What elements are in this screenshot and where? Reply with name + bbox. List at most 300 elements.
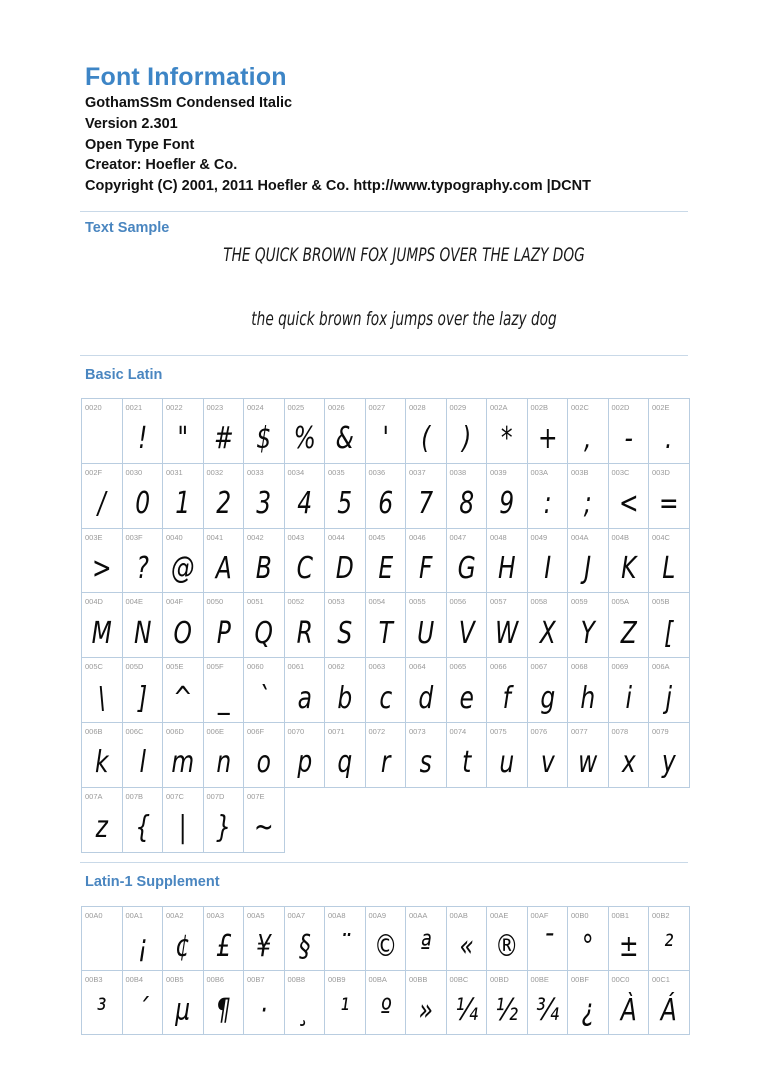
glyph: , bbox=[584, 421, 592, 457]
glyph-cell bbox=[285, 907, 326, 971]
codepoint-label: 0048 bbox=[490, 532, 507, 542]
codepoint-label: 0065 bbox=[449, 662, 467, 672]
codepoint-label: 005C bbox=[85, 662, 103, 672]
glyph: / bbox=[97, 486, 106, 522]
glyph-cell bbox=[528, 593, 569, 658]
codepoint-label: 0045 bbox=[368, 532, 386, 542]
glyph: M bbox=[91, 615, 112, 651]
glyph: + bbox=[537, 421, 558, 457]
codepoint-label: 004B bbox=[611, 532, 630, 542]
codepoint-label: 0079 bbox=[652, 726, 669, 736]
font-name: GothamSSm Condensed Italic bbox=[85, 95, 293, 111]
codepoint-label: 00B7 bbox=[247, 975, 265, 984]
glyph-cell bbox=[163, 399, 204, 464]
glyph-cell bbox=[244, 593, 285, 658]
codepoint-label: 0046 bbox=[409, 532, 426, 542]
glyph: [ bbox=[664, 615, 674, 651]
glyph: ` bbox=[257, 680, 270, 716]
glyph: ½ bbox=[495, 993, 519, 1028]
codepoint-label: 00A1 bbox=[125, 911, 144, 920]
glyph-cell bbox=[649, 723, 690, 788]
glyph-cell bbox=[244, 529, 285, 594]
codepoint-label: 002D bbox=[611, 403, 630, 412]
glyph-cell bbox=[123, 399, 164, 464]
codepoint-label: 004A bbox=[571, 532, 589, 542]
glyph: - bbox=[624, 421, 633, 457]
glyph: $ bbox=[256, 421, 272, 457]
glyph-cell bbox=[163, 593, 204, 658]
glyph-cell bbox=[609, 907, 650, 971]
codepoint-label: 0056 bbox=[449, 597, 467, 607]
glyph: I bbox=[543, 550, 551, 586]
glyph-cell bbox=[285, 658, 326, 723]
codepoint-label: 0025 bbox=[287, 403, 305, 412]
section-heading-latin1: Latin-1 Supplement bbox=[85, 874, 220, 890]
glyph: 6 bbox=[377, 486, 393, 522]
glyph: U bbox=[417, 615, 435, 651]
glyph: c bbox=[378, 680, 392, 716]
glyph-cell bbox=[609, 593, 650, 658]
divider bbox=[80, 355, 688, 356]
glyph-cell bbox=[406, 529, 447, 594]
glyph-cell bbox=[123, 723, 164, 788]
glyph: \ bbox=[97, 680, 106, 716]
codepoint-label: 0068 bbox=[571, 662, 588, 672]
glyph-cell bbox=[204, 464, 245, 529]
glyph: C bbox=[296, 550, 313, 586]
glyph: v bbox=[540, 745, 555, 781]
glyph-cell bbox=[406, 593, 447, 658]
glyph: z bbox=[95, 810, 108, 846]
glyph-cell bbox=[325, 658, 366, 723]
codepoint-label: 00B4 bbox=[125, 975, 144, 984]
codepoint-label: 00A7 bbox=[287, 911, 306, 920]
codepoint-label: 00C1 bbox=[652, 975, 670, 984]
codepoint-label: 002C bbox=[571, 403, 589, 412]
glyph-cell bbox=[244, 971, 285, 1035]
glyph: : bbox=[543, 486, 552, 522]
codepoint-label: 003C bbox=[611, 467, 630, 477]
glyph-cell bbox=[366, 723, 407, 788]
glyph-cell bbox=[366, 399, 407, 464]
codepoint-label: 0063 bbox=[368, 662, 386, 672]
glyph-cell bbox=[447, 907, 488, 971]
codepoint-label: 007D bbox=[206, 791, 225, 801]
glyph-cell bbox=[123, 593, 164, 658]
codepoint-label: 0051 bbox=[247, 597, 264, 607]
glyph-cell bbox=[528, 723, 569, 788]
glyph: s bbox=[419, 745, 432, 781]
glyph: u bbox=[499, 745, 515, 781]
glyph: 0 bbox=[134, 486, 150, 522]
glyph: h bbox=[580, 680, 596, 716]
glyph-cell bbox=[366, 907, 407, 971]
glyph-cell bbox=[406, 658, 447, 723]
glyph-cell bbox=[649, 464, 690, 529]
codepoint-label: 003E bbox=[85, 532, 103, 542]
codepoint-label: 0060 bbox=[247, 662, 264, 672]
glyph-cell bbox=[528, 971, 569, 1035]
glyph-cell bbox=[447, 399, 488, 464]
glyph: ² bbox=[664, 929, 674, 964]
codepoint-label: 00BB bbox=[409, 975, 428, 984]
glyph: } bbox=[215, 810, 231, 846]
codepoint-label: 004E bbox=[125, 597, 144, 607]
glyph-cell bbox=[82, 971, 123, 1035]
section-heading-text-sample: Text Sample bbox=[85, 220, 170, 236]
glyph: ° bbox=[581, 929, 594, 964]
glyph: A bbox=[215, 550, 232, 586]
glyph-cell bbox=[649, 658, 690, 723]
codepoint-label: 00AE bbox=[490, 911, 509, 920]
glyph-cell bbox=[204, 593, 245, 658]
codepoint-label: 003F bbox=[125, 532, 143, 542]
glyph: T bbox=[378, 615, 393, 651]
glyph-cell bbox=[528, 658, 569, 723]
glyph-cell bbox=[82, 529, 123, 594]
glyph: ª bbox=[420, 929, 432, 964]
glyph-cell bbox=[325, 907, 366, 971]
codepoint-label: 003D bbox=[652, 467, 670, 477]
glyph-cell bbox=[406, 399, 447, 464]
codepoint-label: 0058 bbox=[530, 597, 548, 607]
glyph-cell bbox=[163, 907, 204, 971]
codepoint-label: 006B bbox=[85, 726, 103, 736]
glyph: = bbox=[658, 486, 679, 522]
glyph-cell bbox=[244, 723, 285, 788]
codepoint-label: 0041 bbox=[206, 532, 224, 542]
glyph: ( bbox=[421, 421, 431, 457]
codepoint-label: 00AA bbox=[409, 911, 428, 920]
codepoint-label: 0026 bbox=[328, 403, 345, 412]
glyph: G bbox=[457, 550, 476, 586]
glyph-cell bbox=[204, 658, 245, 723]
glyph-cell bbox=[325, 399, 366, 464]
codepoint-label: 0038 bbox=[449, 467, 467, 477]
codepoint-label: 0049 bbox=[530, 532, 548, 542]
glyph: k bbox=[94, 745, 109, 781]
glyph: * bbox=[500, 421, 513, 457]
glyph: | bbox=[178, 810, 187, 846]
codepoint-label: 0022 bbox=[166, 403, 183, 412]
glyph-cell bbox=[123, 658, 164, 723]
glyph-cell bbox=[609, 529, 650, 594]
glyph: ® bbox=[495, 929, 519, 964]
divider bbox=[80, 862, 688, 863]
codepoint-label: 0077 bbox=[571, 726, 588, 736]
glyph: ¡ bbox=[137, 929, 147, 964]
glyph-cell bbox=[163, 788, 204, 853]
codepoint-label: 0052 bbox=[287, 597, 305, 607]
glyph: R bbox=[296, 615, 313, 651]
glyph-cell bbox=[406, 464, 447, 529]
glyph-cell bbox=[406, 907, 447, 971]
codepoint-label: 00A5 bbox=[247, 911, 265, 920]
glyph: r bbox=[380, 745, 391, 781]
glyph-cell bbox=[325, 593, 366, 658]
glyph bbox=[86, 927, 117, 966]
section-heading-basic-latin: Basic Latin bbox=[85, 367, 163, 383]
glyph: ¯ bbox=[541, 929, 554, 964]
codepoint-label: 00A0 bbox=[85, 911, 103, 920]
codepoint-label: 002E bbox=[652, 403, 670, 412]
font-version: Version 2.301 bbox=[85, 116, 178, 132]
glyph-cell bbox=[163, 464, 204, 529]
glyph: · bbox=[260, 993, 268, 1028]
divider bbox=[80, 211, 688, 212]
glyph-cell bbox=[82, 593, 123, 658]
codepoint-label: 0069 bbox=[611, 662, 629, 672]
glyph: E bbox=[377, 550, 393, 586]
glyph: 8 bbox=[458, 486, 474, 522]
glyph-cell bbox=[528, 529, 569, 594]
glyph: ´ bbox=[136, 993, 149, 1028]
glyph-cell bbox=[568, 907, 609, 971]
glyph: t bbox=[461, 745, 471, 781]
codepoint-label: 0021 bbox=[125, 403, 143, 412]
glyph-cell bbox=[447, 593, 488, 658]
glyph-cell bbox=[568, 464, 609, 529]
glyph: 7 bbox=[418, 486, 434, 522]
page-title: Font Information bbox=[85, 63, 287, 91]
codepoint-label: 0057 bbox=[490, 597, 507, 607]
codepoint-label: 0037 bbox=[409, 467, 426, 477]
codepoint-label: 0024 bbox=[247, 403, 264, 412]
codepoint-label: 004D bbox=[85, 597, 103, 607]
codepoint-label: 00B1 bbox=[611, 911, 630, 920]
glyph-cell bbox=[204, 788, 245, 853]
glyph: ¸ bbox=[298, 993, 311, 1028]
codepoint-label: 004C bbox=[652, 532, 670, 542]
glyph-cell bbox=[487, 907, 528, 971]
glyph: e bbox=[459, 680, 474, 716]
glyph: 5 bbox=[337, 486, 353, 522]
glyph-cell bbox=[123, 907, 164, 971]
glyph: ^ bbox=[172, 680, 193, 716]
codepoint-label: 0020 bbox=[85, 403, 102, 412]
glyph: ± bbox=[618, 929, 639, 964]
glyph: x bbox=[621, 745, 636, 781]
glyph-cell bbox=[406, 971, 447, 1035]
glyph: g bbox=[539, 680, 555, 716]
glyph-cell bbox=[649, 399, 690, 464]
glyph-cell bbox=[82, 399, 123, 464]
codepoint-label: 0064 bbox=[409, 662, 426, 672]
codepoint-label: 006D bbox=[166, 726, 184, 736]
latin1-grid bbox=[81, 906, 690, 1035]
codepoint-label: 007C bbox=[166, 791, 184, 801]
glyph: D bbox=[335, 550, 354, 586]
glyph: Y bbox=[580, 615, 595, 651]
glyph-cell bbox=[285, 529, 326, 594]
glyph-cell bbox=[82, 658, 123, 723]
basic-latin-grid bbox=[81, 398, 690, 853]
codepoint-label: 0050 bbox=[206, 597, 224, 607]
codepoint-label: 0030 bbox=[125, 467, 143, 477]
glyph: 3 bbox=[256, 486, 272, 522]
codepoint-label: 0073 bbox=[409, 726, 426, 736]
codepoint-label: 005E bbox=[166, 662, 184, 672]
codepoint-label: 0044 bbox=[328, 532, 345, 542]
glyph: _ bbox=[217, 680, 230, 716]
glyph: º bbox=[379, 993, 391, 1028]
codepoint-label: 0023 bbox=[206, 403, 224, 412]
glyph: X bbox=[539, 615, 556, 651]
glyph-cell bbox=[447, 464, 488, 529]
glyph: @ bbox=[171, 550, 195, 586]
glyph: F bbox=[419, 550, 433, 586]
glyph: ¥ bbox=[256, 929, 272, 964]
codepoint-label: 005A bbox=[611, 597, 630, 607]
glyph-cell bbox=[366, 971, 407, 1035]
glyph-cell bbox=[487, 723, 528, 788]
codepoint-label: 0054 bbox=[368, 597, 386, 607]
glyph-cell bbox=[447, 971, 488, 1035]
glyph: H bbox=[497, 550, 516, 586]
glyph: 9 bbox=[499, 486, 515, 522]
glyph: ¿ bbox=[581, 993, 594, 1028]
glyph-cell bbox=[244, 907, 285, 971]
codepoint-label: 00A9 bbox=[368, 911, 387, 920]
codepoint-label: 0029 bbox=[449, 403, 467, 412]
glyph: K bbox=[620, 550, 636, 586]
codepoint-label: 00A2 bbox=[166, 911, 184, 920]
codepoint-label: 005D bbox=[125, 662, 144, 672]
glyph: ¾ bbox=[535, 993, 559, 1028]
glyph: L bbox=[662, 550, 676, 586]
glyph-cell bbox=[366, 658, 407, 723]
font-copyright: Copyright (C) 2001, 2011 Hoefler & Co. http://www.typography.com |DCNT bbox=[85, 178, 591, 194]
codepoint-label: 0076 bbox=[530, 726, 548, 736]
codepoint-label: 0036 bbox=[368, 467, 386, 477]
glyph: " bbox=[177, 421, 189, 457]
glyph: B bbox=[255, 550, 272, 586]
glyph: l bbox=[138, 745, 146, 781]
codepoint-label: 003B bbox=[571, 467, 589, 477]
glyph-cell bbox=[285, 593, 326, 658]
glyph: > bbox=[91, 550, 112, 586]
codepoint-label: 00B8 bbox=[287, 975, 306, 984]
codepoint-label: 0035 bbox=[328, 467, 345, 477]
glyph: a bbox=[297, 680, 312, 716]
glyph-cell bbox=[163, 658, 204, 723]
codepoint-label: 00C0 bbox=[611, 975, 630, 984]
glyph-cell bbox=[123, 464, 164, 529]
codepoint-label: 005F bbox=[206, 662, 224, 672]
glyph: b bbox=[337, 680, 353, 716]
glyph-cell bbox=[609, 723, 650, 788]
glyph: ) bbox=[461, 421, 471, 457]
glyph: ? bbox=[136, 550, 149, 586]
glyph-cell bbox=[649, 529, 690, 594]
glyph-cell bbox=[487, 658, 528, 723]
glyph-cell bbox=[609, 971, 650, 1035]
codepoint-label: 0067 bbox=[530, 662, 548, 672]
font-creator: Creator: Hoefler & Co. bbox=[85, 157, 238, 173]
glyph: ¶ bbox=[215, 993, 231, 1028]
codepoint-label: 0072 bbox=[368, 726, 386, 736]
glyph: ~ bbox=[253, 810, 274, 846]
glyph-cell bbox=[528, 399, 569, 464]
codepoint-label: 00BF bbox=[571, 975, 589, 984]
glyph: ¨ bbox=[338, 929, 351, 964]
glyph bbox=[86, 419, 117, 459]
codepoint-label: 0059 bbox=[571, 597, 588, 607]
glyph-cell bbox=[609, 658, 650, 723]
glyph-cell bbox=[82, 907, 123, 971]
glyph: ³ bbox=[97, 993, 107, 1028]
codepoint-label: 00BD bbox=[490, 975, 509, 984]
glyph-cell bbox=[568, 593, 609, 658]
codepoint-label: 0043 bbox=[287, 532, 305, 542]
glyph-cell bbox=[649, 907, 690, 971]
glyph-cell bbox=[487, 529, 528, 594]
glyph-cell bbox=[204, 971, 245, 1035]
codepoint-label: 0042 bbox=[247, 532, 264, 542]
glyph: Z bbox=[620, 615, 637, 651]
codepoint-label: 0062 bbox=[328, 662, 345, 672]
glyph: W bbox=[495, 615, 519, 651]
codepoint-label: 00BE bbox=[530, 975, 549, 984]
glyph-cell bbox=[82, 788, 123, 853]
codepoint-label: 0033 bbox=[247, 467, 264, 477]
glyph: o bbox=[256, 745, 271, 781]
glyph-cell bbox=[568, 529, 609, 594]
codepoint-label: 0027 bbox=[368, 403, 386, 412]
glyph: n bbox=[215, 745, 231, 781]
glyph-cell bbox=[366, 529, 407, 594]
codepoint-label: 0055 bbox=[409, 597, 426, 607]
glyph: p bbox=[296, 745, 312, 781]
glyph-cell bbox=[649, 971, 690, 1035]
glyph: V bbox=[458, 615, 475, 651]
glyph: N bbox=[133, 615, 152, 651]
codepoint-label: 0034 bbox=[287, 467, 305, 477]
glyph: Á bbox=[660, 993, 677, 1028]
codepoint-label: 00B3 bbox=[85, 975, 103, 984]
codepoint-label: 0071 bbox=[328, 726, 345, 736]
glyph-cell bbox=[487, 971, 528, 1035]
glyph-cell bbox=[568, 658, 609, 723]
glyph-cell bbox=[123, 788, 164, 853]
glyph-cell bbox=[447, 723, 488, 788]
glyph-cell bbox=[568, 399, 609, 464]
glyph: À bbox=[620, 993, 637, 1028]
glyph: { bbox=[134, 810, 150, 846]
glyph: ¹ bbox=[340, 993, 350, 1028]
glyph: µ bbox=[175, 993, 191, 1028]
glyph-cell bbox=[285, 971, 326, 1035]
codepoint-label: 002A bbox=[490, 403, 508, 412]
glyph-cell bbox=[487, 593, 528, 658]
glyph-cell bbox=[204, 529, 245, 594]
glyph: j bbox=[665, 680, 673, 716]
glyph: § bbox=[298, 929, 311, 964]
codepoint-label: 0039 bbox=[490, 467, 507, 477]
glyph-cell bbox=[325, 464, 366, 529]
codepoint-label: 0066 bbox=[490, 662, 507, 672]
glyph: 1 bbox=[175, 486, 191, 522]
codepoint-label: 0032 bbox=[206, 467, 224, 477]
glyph: « bbox=[459, 929, 474, 964]
codepoint-label: 004F bbox=[166, 597, 184, 607]
glyph-cell bbox=[244, 658, 285, 723]
glyph-cell bbox=[123, 529, 164, 594]
glyph: q bbox=[337, 745, 353, 781]
codepoint-label: 006E bbox=[206, 726, 225, 736]
codepoint-label: 00B0 bbox=[571, 911, 589, 920]
glyph: » bbox=[418, 993, 433, 1028]
